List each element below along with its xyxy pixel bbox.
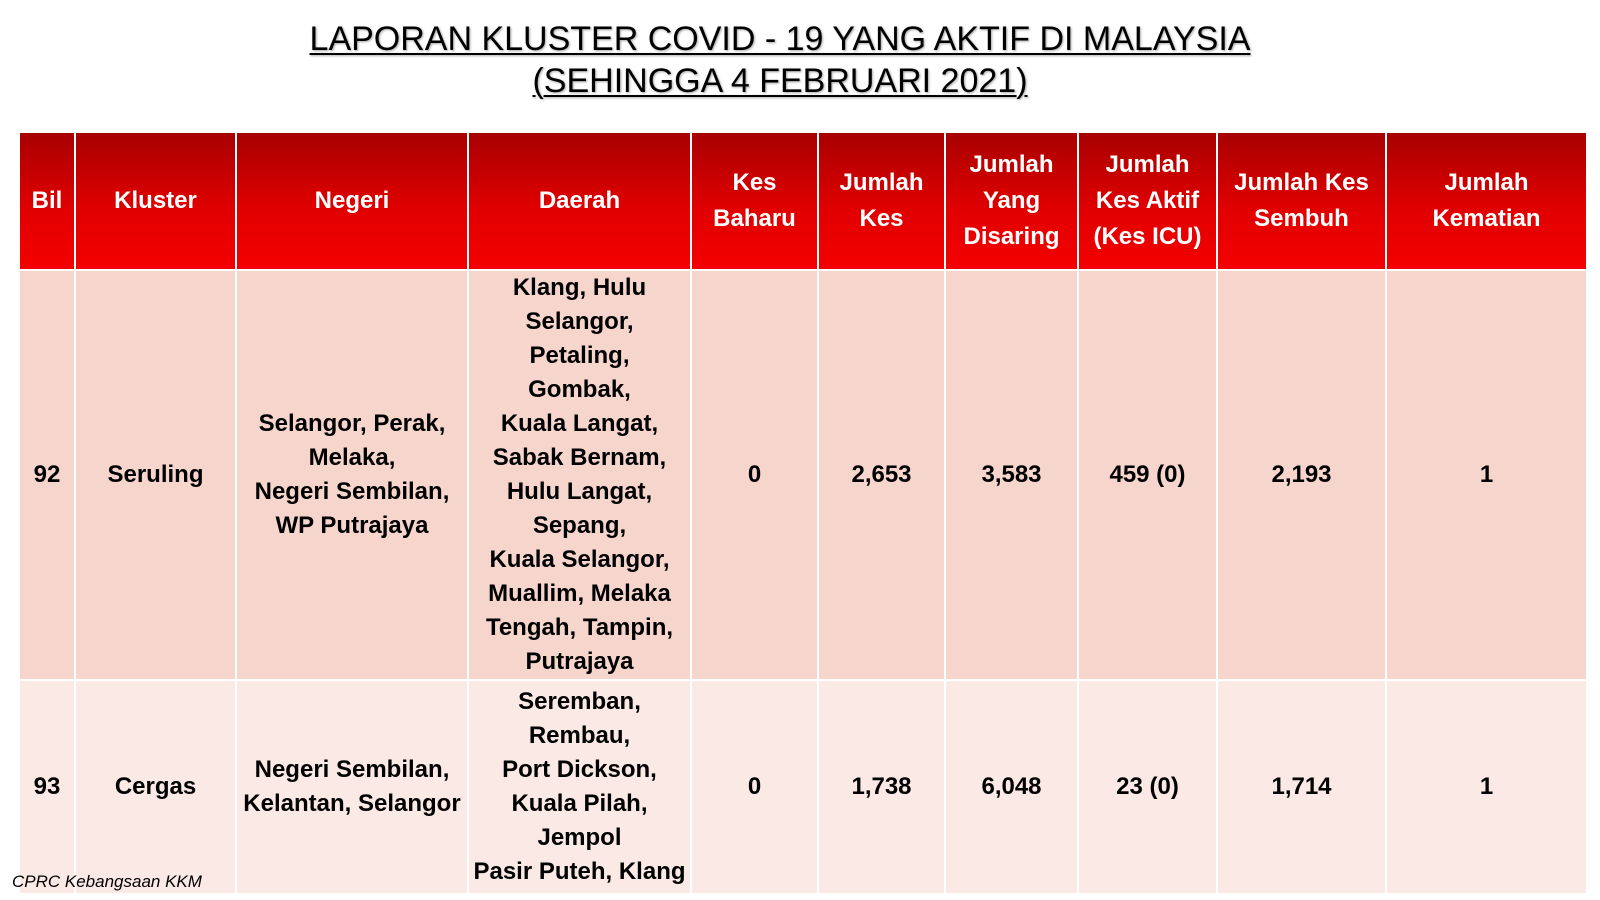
cell-kematian: 1 <box>1386 270 1587 680</box>
title-line-2: (SEHINGGA 4 FEBRUARI 2021) <box>532 62 1028 100</box>
header-kematian: Jumlah Kematian <box>1386 132 1587 270</box>
cell-kes-aktif: 23 (0) <box>1078 680 1217 894</box>
cell-kes-sembuh: 1,714 <box>1217 680 1386 894</box>
cell-daerah: Seremban, Rembau, Port Dickson, Kuala Pilah, Jempol Pasir Puteh, Klang <box>468 680 691 894</box>
cell-kematian: 1 <box>1386 680 1587 894</box>
header-kes-sembuh: Jumlah Kes Sembuh <box>1217 132 1386 270</box>
table-row <box>19 270 1587 680</box>
cell-negeri: Negeri Sembilan, Kelantan, Selangor <box>236 680 468 894</box>
cell-kes-sembuh: 2,193 <box>1217 270 1386 680</box>
cell-kes-baharu: 0 <box>691 680 818 894</box>
cell-negeri: Selangor, Perak, Melaka, Negeri Sembilan, WP Putrajaya <box>236 270 468 680</box>
cell-bil: 93 <box>19 680 75 894</box>
header-bil: Bil <box>19 132 75 270</box>
cell-daerah: Klang, Hulu Selangor, Petaling, Gombak, Kuala Langat, Sabak Bernam, Hulu Langat, Sepang, Kuala Selangor, Muallim, Melaka Tengah, Tampin, Putrajaya <box>468 270 691 680</box>
cell-bil: 92 <box>19 270 75 680</box>
title-line-1: LAPORAN KLUSTER COVID - 19 YANG AKTIF DI MALAYSIA <box>309 20 1251 58</box>
table-header-row <box>19 132 1587 270</box>
cluster-table <box>18 131 1588 895</box>
header-kes-aktif: Jumlah Kes Aktif (Kes ICU) <box>1078 132 1217 270</box>
cell-kluster: Cergas <box>75 680 236 894</box>
cell-jumlah-kes: 1,738 <box>818 680 945 894</box>
header-kluster: Kluster <box>75 132 236 270</box>
page-title <box>0 18 1560 102</box>
cell-kes-aktif: 459 (0) <box>1078 270 1217 680</box>
cell-jumlah-kes: 2,653 <box>818 270 945 680</box>
cell-kluster: Seruling <box>75 270 236 680</box>
header-jumlah-kes: Jumlah Kes <box>818 132 945 270</box>
header-kes-baharu: Kes Baharu <box>691 132 818 270</box>
cell-jumlah-disaring: 3,583 <box>945 270 1078 680</box>
source-footer: CPRC Kebangsaan KKM <box>12 872 202 891</box>
header-negeri: Negeri <box>236 132 468 270</box>
header-jumlah-disaring: Jumlah Yang Disaring <box>945 132 1078 270</box>
cell-kes-baharu: 0 <box>691 270 818 680</box>
header-daerah: Daerah <box>468 132 691 270</box>
cell-jumlah-disaring: 6,048 <box>945 680 1078 894</box>
table-row <box>19 680 1587 894</box>
